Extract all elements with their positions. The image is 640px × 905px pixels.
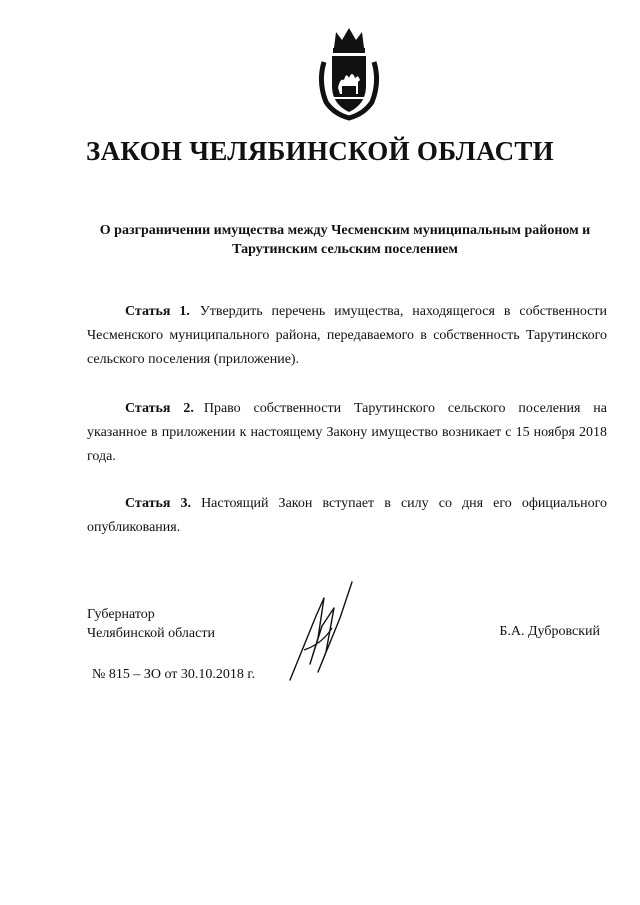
governor-title (87, 605, 215, 643)
article-1 (87, 300, 607, 372)
article-text: Утвердить перечень имущества, находящегося в собственности Чесменского муниципального района, передаваемого в собственность Тарутинского сельского поселения (приложение). (87, 304, 607, 367)
handwritten-signature (282, 578, 362, 690)
article-3 (87, 492, 607, 540)
governor-position: Губернатор (87, 607, 155, 622)
governor-region: Челябинской области (87, 626, 215, 641)
law-subject: О разграничении имущества между Чесменским муниципальным районом и Тарутинским сельским поселением (99, 223, 591, 257)
law-title: ЗАКОН ЧЕЛЯБИНСКОЙ ОБЛАСТИ (86, 136, 554, 166)
governor-name: Б.А. Дубровский (499, 624, 600, 639)
article-text: Настоящий Закон вступает в силу со дня его официального опубликования. (87, 496, 607, 535)
article-label: Статья 3. (125, 496, 192, 511)
article-label: Статья 2. (125, 401, 194, 416)
article-text: Право собственности Тарутинского сельского поселения на указанное в приложении к настоящему Закону имущество возникает с 15 ноября 2018 года. (87, 401, 607, 464)
article-2 (87, 397, 607, 469)
article-label: Статья 1. (125, 304, 190, 319)
registration-number: № 815 – ЗО от 30.10.2018 г. (92, 667, 256, 682)
coat-of-arms-icon (314, 22, 384, 122)
